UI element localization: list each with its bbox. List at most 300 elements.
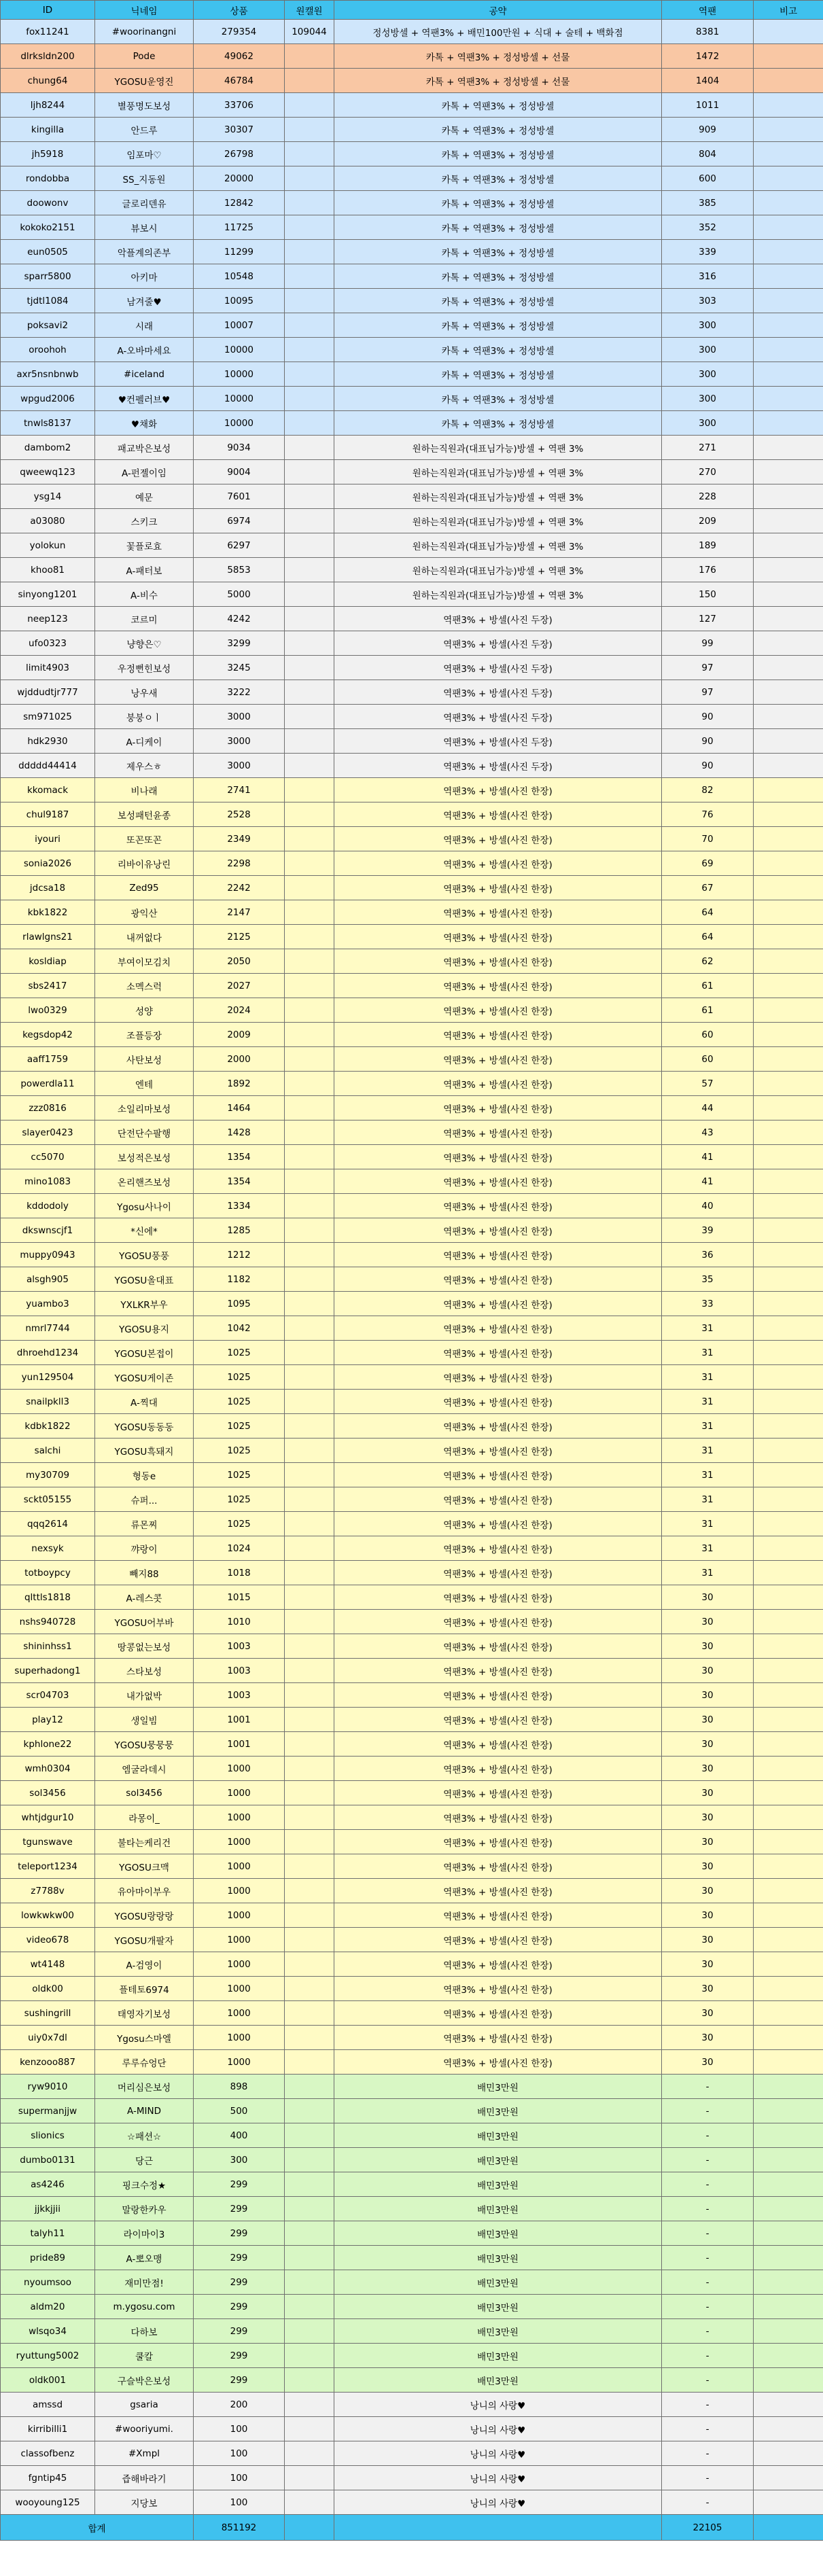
cell-pledge: 카톡 + 역팬3% + 정성방셀 <box>334 411 662 436</box>
cell-pledge: 배민3만원 <box>334 2221 662 2246</box>
cell-note <box>754 1194 823 1218</box>
cell-pledge: 카톡 + 역팬3% + 정성방셀 <box>334 289 662 313</box>
cell-pledge: 역팬3% + 방셀(사진 한장) <box>334 1903 662 1928</box>
cell-product: 400 <box>194 2123 285 2148</box>
cell-nickname: YGOSU올대표 <box>95 1267 194 1292</box>
cell-wonkaelwon <box>285 900 334 925</box>
cell-yeokpaen: 35 <box>662 1267 754 1292</box>
cell-product: 1025 <box>194 1414 285 1439</box>
cell-nickname: 플테토6974 <box>95 1977 194 2001</box>
cell-id: jjkkjjii <box>1 2197 95 2221</box>
cell-yeokpaen: 1404 <box>662 69 754 93</box>
cell-nickname: A-찍대 <box>95 1390 194 1414</box>
cell-pledge: 원하는직원과(대표님가능)방셀 + 역팬 3% <box>334 533 662 558</box>
cell-pledge: 낭니의 사랑♥ <box>334 2490 662 2515</box>
cell-note <box>754 1757 823 1781</box>
cell-pledge: 카톡 + 역팬3% + 정성방셀 <box>334 387 662 411</box>
cell-pledge: 역팬3% + 방셀(사진 한장) <box>334 1536 662 1561</box>
cell-yeokpaen: 69 <box>662 851 754 876</box>
cell-wonkaelwon <box>285 1072 334 1096</box>
cell-pledge: 역팬3% + 방셀(사진 한장) <box>334 1977 662 2001</box>
table-row <box>1 1585 823 1610</box>
cell-id: dambom2 <box>1 436 95 460</box>
table-row <box>1 264 823 289</box>
table-row <box>1 1194 823 1218</box>
cell-wonkaelwon <box>285 2099 334 2123</box>
table-row <box>1 1659 823 1683</box>
cell-id: ysg14 <box>1 484 95 509</box>
cell-wonkaelwon <box>285 2466 334 2490</box>
cell-pledge: 원하는직원과(대표님가능)방셀 + 역팬 3% <box>334 582 662 607</box>
cell-product: 10000 <box>194 338 285 362</box>
cell-product: 10095 <box>194 289 285 313</box>
header-product: 상품 <box>194 1 285 20</box>
cell-product: 12842 <box>194 191 285 215</box>
cell-wonkaelwon <box>285 484 334 509</box>
cell-yeokpaen: 339 <box>662 240 754 264</box>
cell-yeokpaen: - <box>662 2490 754 2515</box>
cell-wonkaelwon <box>285 44 334 69</box>
cell-nickname: 소일리마보성 <box>95 1096 194 1121</box>
cell-product: 1003 <box>194 1683 285 1708</box>
cell-nickname: YGOSU용지 <box>95 1316 194 1341</box>
cell-yeokpaen: 90 <box>662 754 754 778</box>
cell-wonkaelwon <box>285 93 334 118</box>
table-row <box>1 2148 823 2172</box>
cell-wonkaelwon <box>285 1390 334 1414</box>
cell-pledge: 역팬3% + 방셀(사진 한장) <box>334 900 662 925</box>
table-row <box>1 2026 823 2050</box>
cell-product: 2024 <box>194 998 285 1023</box>
cell-nickname: 악플계의존부 <box>95 240 194 264</box>
cell-product: 1000 <box>194 2026 285 2050</box>
cell-product: 898 <box>194 2075 285 2099</box>
cell-nickname: 스키크 <box>95 509 194 533</box>
cell-product: 2147 <box>194 900 285 925</box>
cell-wonkaelwon <box>285 1977 334 2001</box>
cell-yeokpaen: 33 <box>662 1292 754 1316</box>
cell-id: kirribilli1 <box>1 2417 95 2441</box>
cell-note <box>754 1879 823 1903</box>
cell-nickname: 또꼰또꼰 <box>95 827 194 851</box>
cell-id: nmrl7744 <box>1 1316 95 1341</box>
cell-id: nyoumsoo <box>1 2270 95 2295</box>
cell-id: oldk00 <box>1 1977 95 2001</box>
cell-wonkaelwon <box>285 1316 334 1341</box>
cell-pledge: 역팬3% + 방셀(사진 한장) <box>334 1145 662 1169</box>
cell-pledge: 역팬3% + 방셀(사진 한장) <box>334 998 662 1023</box>
header-wonkaelwon: 원캘원 <box>285 1 334 20</box>
cell-wonkaelwon <box>285 1121 334 1145</box>
cell-nickname: Ygosu스마엘 <box>95 2026 194 2050</box>
table-row <box>1 656 823 680</box>
cell-nickname: Pode <box>95 44 194 69</box>
table-row <box>1 484 823 509</box>
cell-wonkaelwon <box>285 1830 334 1854</box>
cell-wonkaelwon <box>285 2393 334 2417</box>
table-row <box>1 607 823 631</box>
cell-product: 11725 <box>194 215 285 240</box>
cell-pledge: 배민3만원 <box>334 2368 662 2393</box>
table-row <box>1 851 823 876</box>
cell-id: qlttls1818 <box>1 1585 95 1610</box>
cell-wonkaelwon <box>285 2221 334 2246</box>
cell-nickname: A-뽀오맹 <box>95 2246 194 2270</box>
table-row <box>1 215 823 240</box>
cell-wonkaelwon <box>285 1854 334 1879</box>
cell-product: 1000 <box>194 1854 285 1879</box>
cell-pledge: 역팬3% + 방셀(사진 한장) <box>334 1218 662 1243</box>
cell-wonkaelwon <box>285 2295 334 2319</box>
cell-wonkaelwon <box>285 925 334 949</box>
cell-wonkaelwon <box>285 582 334 607</box>
cell-yeokpaen: - <box>662 2075 754 2099</box>
cell-product: 279354 <box>194 20 285 44</box>
cell-note <box>754 1659 823 1683</box>
table-row <box>1 533 823 558</box>
cell-note <box>754 2026 823 2050</box>
cell-yeokpaen: 271 <box>662 436 754 460</box>
cell-id: ryuttung5002 <box>1 2344 95 2368</box>
cell-id: doowonv <box>1 191 95 215</box>
table-row <box>1 1903 823 1928</box>
cell-pledge: 카톡 + 역팬3% + 정성방셀 <box>334 215 662 240</box>
cell-nickname: 성양 <box>95 998 194 1023</box>
cell-note <box>754 2344 823 2368</box>
cell-id: aaff1759 <box>1 1047 95 1072</box>
cell-yeokpaen: 64 <box>662 925 754 949</box>
cell-wonkaelwon <box>285 1757 334 1781</box>
table-row <box>1 2441 823 2466</box>
cell-id: wjddudtjr777 <box>1 680 95 705</box>
cell-yeokpaen: 31 <box>662 1390 754 1414</box>
cell-id: axr5nsnbnwb <box>1 362 95 387</box>
cell-pledge: 역팬3% + 방셀(사진 한장) <box>334 1634 662 1659</box>
table-row <box>1 411 823 436</box>
cell-note <box>754 2172 823 2197</box>
cell-note <box>754 436 823 460</box>
cell-note <box>754 1414 823 1439</box>
cell-nickname: 빼지88 <box>95 1561 194 1585</box>
table-row <box>1 1292 823 1316</box>
table-row <box>1 387 823 411</box>
cell-wonkaelwon <box>285 2148 334 2172</box>
cell-id: whtjdgur10 <box>1 1805 95 1830</box>
cell-product: 10000 <box>194 387 285 411</box>
cell-wonkaelwon <box>285 2417 334 2441</box>
cell-pledge: 원하는직원과(대표님가능)방셀 + 역팬 3% <box>334 558 662 582</box>
table-row <box>1 1243 823 1267</box>
cell-nickname: YGOSU랑랑랑 <box>95 1903 194 1928</box>
cell-product: 1025 <box>194 1439 285 1463</box>
cell-nickname: 불타는케리건 <box>95 1830 194 1854</box>
cell-wonkaelwon <box>285 313 334 338</box>
cell-product: 5853 <box>194 558 285 582</box>
cell-id: snailpkll3 <box>1 1390 95 1414</box>
table-row <box>1 460 823 484</box>
cell-wonkaelwon <box>285 2050 334 2075</box>
table-row <box>1 1487 823 1512</box>
cell-product: 10000 <box>194 411 285 436</box>
table-row <box>1 1928 823 1952</box>
cell-id: shininhss1 <box>1 1634 95 1659</box>
cell-note <box>754 1463 823 1487</box>
table-row <box>1 2221 823 2246</box>
cell-id: kkomack <box>1 778 95 802</box>
cell-nickname: ☆패션☆ <box>95 2123 194 2148</box>
cell-product: 20000 <box>194 166 285 191</box>
cell-note <box>754 2221 823 2246</box>
cell-note <box>754 1561 823 1585</box>
cell-yeokpaen: 41 <box>662 1169 754 1194</box>
cell-id: sol3456 <box>1 1781 95 1805</box>
total-empty-3 <box>754 2515 823 2541</box>
cell-pledge: 역팬3% + 방셀(사진 한장) <box>334 1610 662 1634</box>
cell-yeokpaen: 31 <box>662 1512 754 1536</box>
cell-id: classofbenz <box>1 2441 95 2466</box>
cell-pledge: 역팬3% + 방셀(사진 한장) <box>334 925 662 949</box>
cell-note <box>754 729 823 754</box>
cell-product: 1354 <box>194 1169 285 1194</box>
cell-wonkaelwon <box>285 1634 334 1659</box>
cell-id: ufo0323 <box>1 631 95 656</box>
table-row <box>1 1536 823 1561</box>
cell-pledge: 카톡 + 역팬3% + 정성방셀 <box>334 166 662 191</box>
cell-wonkaelwon <box>285 1805 334 1830</box>
table-row <box>1 2319 823 2344</box>
cell-pledge: 역팬3% + 방셀(사진 한장) <box>334 1659 662 1683</box>
cell-product: 1464 <box>194 1096 285 1121</box>
cell-yeokpaen: 31 <box>662 1536 754 1561</box>
cell-product: 33706 <box>194 93 285 118</box>
cell-note <box>754 118 823 142</box>
cell-wonkaelwon <box>285 754 334 778</box>
table-row <box>1 2246 823 2270</box>
header-note: 비고 <box>754 1 823 20</box>
cell-pledge: 배민3만원 <box>334 2246 662 2270</box>
cell-id: kphlone22 <box>1 1732 95 1757</box>
cell-wonkaelwon <box>285 1463 334 1487</box>
cell-id: yun129504 <box>1 1365 95 1390</box>
table-row <box>1 1365 823 1390</box>
cell-id: fox11241 <box>1 20 95 44</box>
cell-nickname: 라이마이3 <box>95 2221 194 2246</box>
cell-pledge: 역팬3% + 방셀(사진 한장) <box>334 1292 662 1316</box>
table-row <box>1 680 823 705</box>
cell-nickname: 아키마 <box>95 264 194 289</box>
cell-pledge: 역팬3% + 방셀(사진 한장) <box>334 1439 662 1463</box>
cell-nickname: A-비수 <box>95 582 194 607</box>
cell-yeokpaen: - <box>662 2319 754 2344</box>
cell-yeokpaen: 209 <box>662 509 754 533</box>
table-row <box>1 2368 823 2393</box>
cell-nickname: 다하보 <box>95 2319 194 2344</box>
cell-id: slayer0423 <box>1 1121 95 1145</box>
cell-nickname: 임포마♡ <box>95 142 194 166</box>
cell-product: 1025 <box>194 1365 285 1390</box>
cell-wonkaelwon <box>285 974 334 998</box>
cell-product: 1182 <box>194 1267 285 1292</box>
table-row <box>1 2344 823 2368</box>
table-row <box>1 118 823 142</box>
cell-nickname: 코르미 <box>95 607 194 631</box>
table-row <box>1 1757 823 1781</box>
header-row <box>1 1 823 20</box>
cell-note <box>754 1952 823 1977</box>
cell-yeokpaen: 82 <box>662 778 754 802</box>
cell-nickname: YGOSU본접이 <box>95 1341 194 1365</box>
table-row <box>1 900 823 925</box>
cell-product: 1010 <box>194 1610 285 1634</box>
cell-pledge: 역팬3% + 방셀(사진 한장) <box>334 1341 662 1365</box>
cell-pledge: 역팬3% + 방셀(사진 한장) <box>334 802 662 827</box>
table-row <box>1 313 823 338</box>
cell-yeokpaen: 30 <box>662 1634 754 1659</box>
cell-yeokpaen: 300 <box>662 338 754 362</box>
cell-wonkaelwon <box>285 191 334 215</box>
cell-nickname: 냥향은♡ <box>95 631 194 656</box>
table-row <box>1 20 823 44</box>
cell-note <box>754 1977 823 2001</box>
cell-id: tjdtl1084 <box>1 289 95 313</box>
cell-pledge: 역팬3% + 방셀(사진 한장) <box>334 949 662 974</box>
cell-wonkaelwon <box>285 680 334 705</box>
cell-wonkaelwon <box>285 338 334 362</box>
cell-id: uiy0x7dl <box>1 2026 95 2050</box>
cell-note <box>754 2099 823 2123</box>
cell-yeokpaen: 90 <box>662 729 754 754</box>
cell-nickname: *신에* <box>95 1218 194 1243</box>
cell-nickname: ♥채화 <box>95 411 194 436</box>
cell-product: 100 <box>194 2441 285 2466</box>
total-product: 851192 <box>194 2515 285 2541</box>
cell-note <box>754 607 823 631</box>
cell-id: amssd <box>1 2393 95 2417</box>
cell-yeokpaen: - <box>662 2393 754 2417</box>
table-row <box>1 1634 823 1659</box>
cell-nickname: 땅콩없는보성 <box>95 1634 194 1659</box>
cell-note <box>754 1145 823 1169</box>
cell-nickname: YGOSU뭉뭉뭉 <box>95 1732 194 1757</box>
cell-nickname: A-패터보 <box>95 558 194 582</box>
cell-yeokpaen: - <box>662 2417 754 2441</box>
table-row <box>1 1977 823 2001</box>
cell-pledge: 역팬3% + 방셀(사진 한장) <box>334 1928 662 1952</box>
cell-wonkaelwon <box>285 2246 334 2270</box>
cell-product: 2741 <box>194 778 285 802</box>
cell-product: 2528 <box>194 802 285 827</box>
table-row <box>1 1952 823 1977</box>
cell-id: oroohoh <box>1 338 95 362</box>
cell-nickname: 스타보성 <box>95 1659 194 1683</box>
cell-id: sonia2026 <box>1 851 95 876</box>
cell-yeokpaen: 31 <box>662 1487 754 1512</box>
cell-yeokpaen: 30 <box>662 1977 754 2001</box>
cell-wonkaelwon <box>285 1096 334 1121</box>
cell-note <box>754 2148 823 2172</box>
cell-yeokpaen: 909 <box>662 118 754 142</box>
cell-yeokpaen: 270 <box>662 460 754 484</box>
cell-wonkaelwon <box>285 2441 334 2466</box>
cell-wonkaelwon <box>285 2197 334 2221</box>
cell-nickname: 사탄보성 <box>95 1047 194 1072</box>
cell-pledge: 낭니의 사랑♥ <box>334 2466 662 2490</box>
cell-pledge: 역팬3% + 방셀(사진 한장) <box>334 1414 662 1439</box>
cell-yeokpaen: 30 <box>662 2050 754 2075</box>
table-row <box>1 705 823 729</box>
cell-id: limit4903 <box>1 656 95 680</box>
cell-product: 500 <box>194 2099 285 2123</box>
cell-product: 1285 <box>194 1218 285 1243</box>
cell-product: 4242 <box>194 607 285 631</box>
cell-wonkaelwon <box>285 1732 334 1757</box>
cell-id: poksavi2 <box>1 313 95 338</box>
cell-product: 10007 <box>194 313 285 338</box>
cell-product: 3222 <box>194 680 285 705</box>
cell-product: 11299 <box>194 240 285 264</box>
cell-yeokpaen: 39 <box>662 1218 754 1243</box>
cell-wonkaelwon <box>285 1903 334 1928</box>
cell-nickname: 시래 <box>95 313 194 338</box>
cell-yeokpaen: 30 <box>662 1830 754 1854</box>
cell-nickname: 글로리덴유 <box>95 191 194 215</box>
cell-product: 1000 <box>194 1830 285 1854</box>
cell-yeokpaen: 30 <box>662 1879 754 1903</box>
cell-wonkaelwon <box>285 949 334 974</box>
cell-wonkaelwon <box>285 998 334 1023</box>
cell-pledge: 역팬3% + 방셀(사진 두장) <box>334 705 662 729</box>
cell-product: 26798 <box>194 142 285 166</box>
cell-nickname: 뷰보시 <box>95 215 194 240</box>
cell-note <box>754 1781 823 1805</box>
cell-nickname: 류몬찌 <box>95 1512 194 1536</box>
cell-yeokpaen: 300 <box>662 313 754 338</box>
cell-pledge: 카톡 + 역팬3% + 정성방셀 <box>334 362 662 387</box>
cell-wonkaelwon <box>285 802 334 827</box>
cell-yeokpaen: 76 <box>662 802 754 827</box>
cell-wonkaelwon <box>285 1145 334 1169</box>
cell-product: 1095 <box>194 1292 285 1316</box>
cell-nickname: 생일빔 <box>95 1708 194 1732</box>
cell-id: khoo81 <box>1 558 95 582</box>
cell-nickname: A-펀젤이임 <box>95 460 194 484</box>
cell-pledge: 역팬3% + 방셀(사진 한장) <box>334 1194 662 1218</box>
cell-product: 100 <box>194 2417 285 2441</box>
cell-yeokpaen: 97 <box>662 680 754 705</box>
cell-yeokpaen: 64 <box>662 900 754 925</box>
cell-yeokpaen: - <box>662 2368 754 2393</box>
cell-pledge: 역팬3% + 방셀(사진 한장) <box>334 1316 662 1341</box>
cell-product: 1000 <box>194 1757 285 1781</box>
cell-wonkaelwon: 109044 <box>285 20 334 44</box>
cell-pledge: 원하는직원과(대표님가능)방셀 + 역팬 3% <box>334 509 662 533</box>
cell-nickname: 쿨칼 <box>95 2344 194 2368</box>
cell-yeokpaen: 67 <box>662 876 754 900</box>
cell-wonkaelwon <box>285 362 334 387</box>
cell-nickname: 유아마이부우 <box>95 1879 194 1903</box>
cell-nickname: 보성패턴윤종 <box>95 802 194 827</box>
cell-id: kosldiap <box>1 949 95 974</box>
table-row <box>1 754 823 778</box>
cell-yeokpaen: 43 <box>662 1121 754 1145</box>
table-row <box>1 998 823 1023</box>
cell-yeokpaen: 303 <box>662 289 754 313</box>
cell-pledge: 배민3만원 <box>334 2344 662 2368</box>
cell-product: 100 <box>194 2490 285 2515</box>
table-row <box>1 191 823 215</box>
cell-note <box>754 1047 823 1072</box>
table-row <box>1 2197 823 2221</box>
